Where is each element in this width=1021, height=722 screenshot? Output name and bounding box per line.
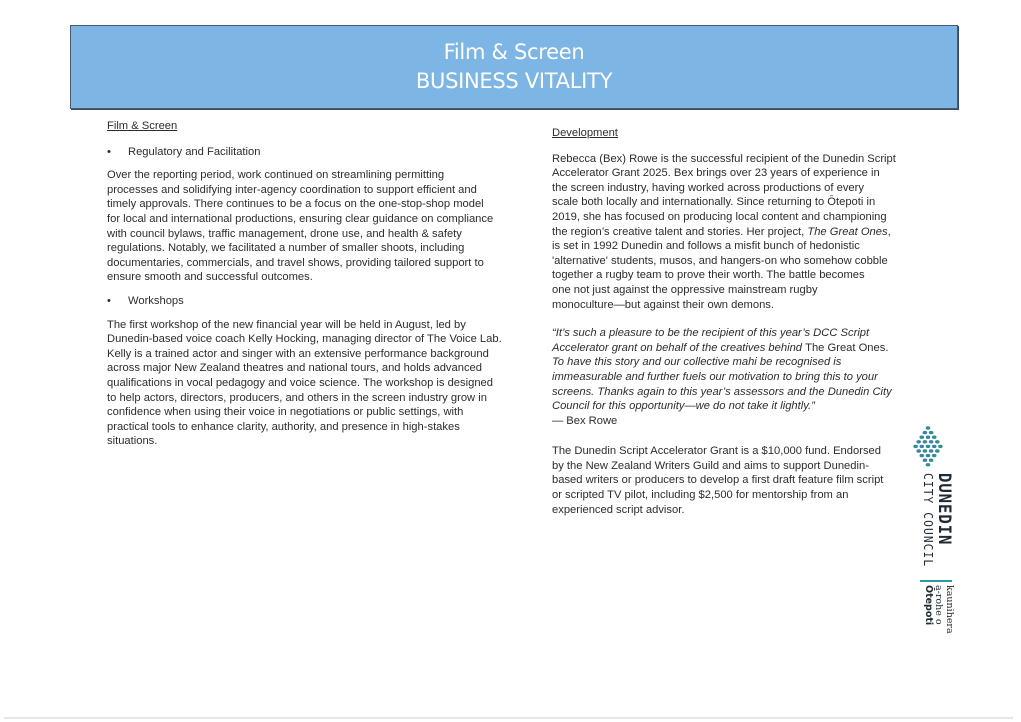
- dunedin-city-council-logo: [902, 425, 955, 647]
- logo-dot: [926, 445, 931, 448]
- text-line: is set in 1992 Dunedin and follows a misfit bunch of hedonistic: [552, 240, 860, 253]
- logo-wordmark: [904, 473, 954, 648]
- logo-subname: CITY COUNCIL: [921, 473, 936, 568]
- logo-maori-line: a-rohe o: [933, 585, 945, 625]
- text-line: together a rugby team to prove their worth. The battle becomes: [552, 269, 865, 282]
- right-column: [552, 126, 912, 526]
- header-title: Film & Screen: [443, 40, 585, 64]
- text-line: [552, 225, 912, 240]
- text-line: for local and international productions, ensuring clear guidance on compliance: [107, 212, 494, 225]
- text-line: with council bylaws, traffic management, drone use, and health & safety: [107, 227, 462, 240]
- logo-dot: [932, 445, 937, 448]
- page-edge: [4, 717, 1013, 719]
- diamond-dot-mark-icon: [911, 425, 945, 469]
- logo-maori-text: [923, 585, 955, 634]
- text-line: 2019, she has focused on producing local content and championing: [552, 210, 887, 223]
- text-line: to help actors, directors, producers, and others in the screen industry grow in: [107, 391, 487, 404]
- section-heading-development: Development: [552, 127, 618, 139]
- text-line: processes and solidifying inter-agency coordination to support efficient and: [107, 183, 477, 196]
- logo-dot: [926, 426, 931, 429]
- logo-dot: [935, 449, 940, 452]
- logo-dot: [916, 449, 921, 452]
- logo-dot: [923, 449, 928, 452]
- quote-line: [552, 341, 912, 356]
- header-banner: [70, 25, 958, 109]
- testimonial-quote: [552, 326, 912, 414]
- logo-dot: [935, 440, 940, 443]
- logo-dot: [916, 440, 921, 443]
- logo-dot: [926, 436, 931, 439]
- logo-dot: [923, 431, 928, 434]
- text-line: documentaries, commercials, and travel shows, providing tailored support to: [107, 256, 484, 269]
- bullet-workshops: [107, 294, 527, 309]
- text-line: qualifications in vocal pedagogy and voice science. The workshop is designed: [107, 376, 494, 389]
- text-line: experienced script advisor.: [552, 503, 685, 516]
- quote-line: screens. Thanks again to this year’s assessors and the Dunedin City: [552, 385, 892, 398]
- text-line: The first workshop of the new financial year will be held in August, led by: [107, 318, 466, 331]
- left-column: [107, 119, 527, 458]
- text-line: confidence when using their voice in negotiations or public settings, with: [107, 406, 464, 419]
- logo-maori-line: kaunihera: [944, 585, 955, 634]
- text-line: or scripted TV pilot, including $2,500 for mentorship from an: [552, 489, 849, 502]
- grant-paragraph: [552, 444, 912, 517]
- bullet-title: Regulatory and Facilitation: [128, 145, 261, 158]
- quote-segment: Accelerator grant on behalf of the creatives behind: [552, 341, 806, 354]
- logo-dot: [920, 454, 925, 457]
- logo-dot: [929, 449, 934, 452]
- text-line: Dunedin-based voice coach Kelly Hocking, managing director of The Voice Lab.: [107, 333, 502, 346]
- text-line: monoculture—but against their own demons.: [552, 298, 775, 311]
- project-title: The Great Ones: [807, 225, 888, 238]
- quote-line: “It’s such a pleasure to be the recipient of this year’s DCC Script: [552, 327, 870, 340]
- logo-dot: [929, 459, 934, 462]
- quote-line: Council for this opportunity—we do not take it lightly.”: [552, 400, 815, 413]
- logo-dot: [929, 440, 934, 443]
- logo-dot: [923, 440, 928, 443]
- logo-maori-line: Ōtepoti: [923, 585, 934, 626]
- text-segment: the region’s creative talent and stories. Her project,: [552, 225, 808, 238]
- text-line: ensure smooth and successful outcomes.: [107, 271, 313, 284]
- text-line: scale both locally and internationally. Since returning to Ōtepoti in: [552, 196, 876, 209]
- logo-dot: [938, 445, 943, 448]
- development-paragraph: [552, 152, 912, 313]
- text-line: timely approvals. There continues to be a focus on the one-stop-shop model: [107, 198, 484, 211]
- logo-dot: [913, 445, 918, 448]
- bullet-dot-icon: •: [107, 294, 111, 307]
- logo-dot: [923, 459, 928, 462]
- bullet-title: Workshops: [128, 294, 184, 307]
- text-line: regulations. Notably, we facilitated a number of smaller shoots, including: [107, 242, 465, 255]
- quote-line: immeasurable and further fuels our motivation to bring this to your: [552, 370, 878, 383]
- workshops-paragraph: [107, 318, 527, 449]
- quote-attribution: — Bex Rowe: [552, 414, 618, 427]
- logo-divider: [920, 580, 952, 582]
- logo-dot: [929, 431, 934, 434]
- text-line: the screen industry, having worked across productions of every: [552, 181, 864, 194]
- quote-line: To have this story and our collective mahi be recognised is: [552, 356, 842, 369]
- logo-dot: [932, 436, 937, 439]
- bullet-dot-icon: •: [107, 145, 111, 158]
- text-line: by the New Zealand Writers Guild and aims to support Dunedin-: [552, 459, 869, 472]
- text-line: situations.: [107, 435, 158, 448]
- text-line: The Dunedin Script Accelerator Grant is a $10,000 fund. Endorsed: [552, 445, 881, 458]
- text-line: Over the reporting period, work continued on streamlining permitting: [107, 169, 445, 182]
- text-line: based writers or producers to develop a first draft feature film script: [552, 474, 884, 487]
- logo-dot: [920, 445, 925, 448]
- text-line: across major New Zealand theatres and national tours, and holds advanced: [107, 362, 483, 375]
- text-line: Rebecca (Bex) Rowe is the successful recipient of the Dunedin Script: [552, 152, 896, 165]
- logo-dot: [926, 454, 931, 457]
- project-title: The Great Ones.: [805, 341, 889, 354]
- section-heading-film-screen: Film & Screen: [107, 120, 178, 132]
- logo-dot: [926, 463, 931, 466]
- regulatory-paragraph: [107, 168, 527, 285]
- bullet-regulatory: [107, 145, 527, 160]
- logo-dot: [920, 436, 925, 439]
- header-subtitle: BUSINESS VITALITY: [415, 69, 613, 93]
- text-line: 'alternative' students, musos, and hangers-on who somehow cobble: [552, 254, 888, 267]
- text-segment: ,: [887, 225, 891, 238]
- logo-dot: [932, 454, 937, 457]
- logo-name: DUNEDIN: [934, 473, 954, 546]
- text-line: practical tools to enhance clarity, authority, and presence in high-stakes: [107, 420, 460, 433]
- text-line: Kelly is a trained actor and singer with an extensive performance background: [107, 347, 489, 360]
- text-line: one not just against the oppressive mainstream rugby: [552, 283, 818, 296]
- text-line: Accelerator Grant 2025. Bex brings over 23 years of experience in: [552, 167, 880, 180]
